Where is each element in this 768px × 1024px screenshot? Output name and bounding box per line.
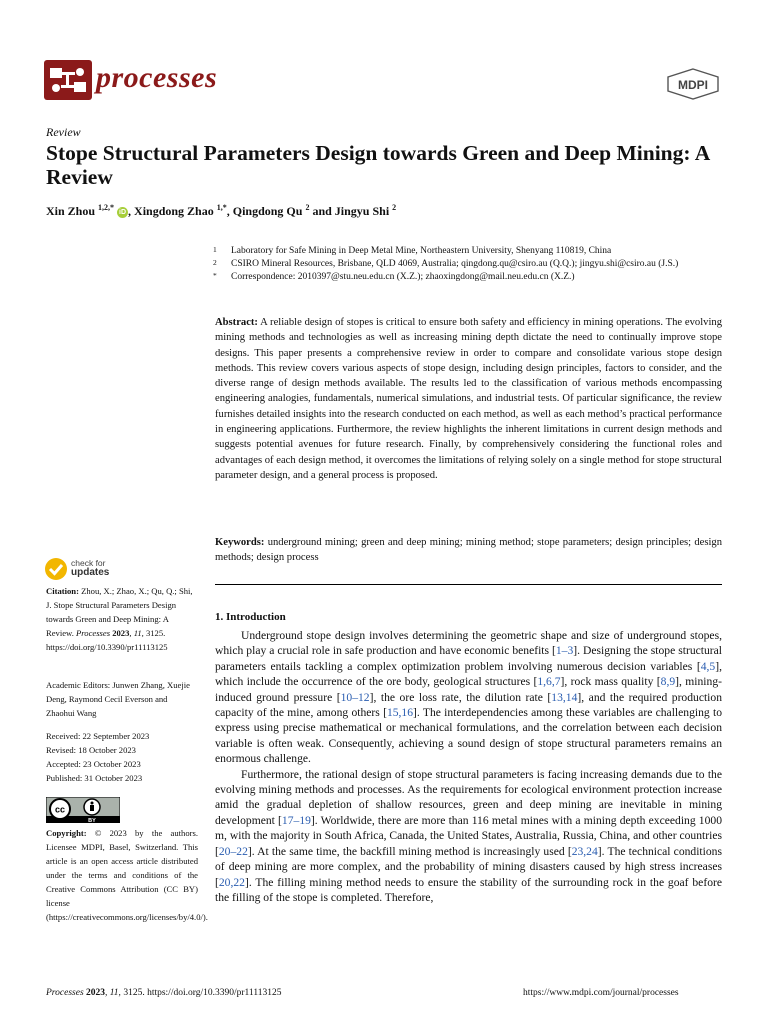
cc-by-license-icon[interactable] <box>46 797 120 823</box>
footer-journal-url[interactable]: https://www.mdpi.com/journal/processes <box>523 988 679 998</box>
citation-link[interactable]: 1,6,7 <box>537 675 561 689</box>
publication-dates <box>46 729 198 785</box>
author-name: Qingdong Qu <box>232 204 303 218</box>
citation-link[interactable]: 20–22 <box>218 844 248 858</box>
affiliations <box>213 245 723 284</box>
author-affiliation-mark: 1,* <box>216 203 227 212</box>
received-date: Received: 22 September 2023 <box>46 731 150 741</box>
accepted-date: Accepted: 23 October 2023 <box>46 759 141 769</box>
svg-text:BY: BY <box>88 818 96 823</box>
paragraph: Furthermore, the rational design of stope structural parameters is facing increasing demands due to the evolving mining methods and processes. As the requirements for ecological environment protection increase amid the gradual depletion of shallow resources, green and deep mining are inevitable in mining development [17–19]. Worldwide, there are more than 116 metal mines with a mining depth exceeding 1000 m, with the majority in South Africa, Canada, the United States, Australia, Russia, China, and other countries [20–22]. At the same time, the backfill mining method is increasingly used [23,24]. The technical conditions of deep mining are more complex, and the probability of mining disasters caused by high stress increases [20,22]. The filling mining method needs to ensure the stability of the surrounding rock in the goaf before the filling of the stope is completed. Therefore, <box>215 767 722 904</box>
keywords-label: Keywords: <box>215 537 265 548</box>
abstract-label: Abstract: <box>215 317 258 328</box>
check-for-updates-icon <box>44 557 68 581</box>
keywords <box>215 535 722 566</box>
citation-link[interactable]: 10–12 <box>340 690 370 704</box>
article-type: Review <box>46 125 81 139</box>
article-title: Stope Structural Parameters Design towards Green and Deep Mining: A Review <box>46 141 710 189</box>
abstract <box>215 315 722 483</box>
author-name: Jingyu Shi <box>334 204 390 218</box>
author-affiliation-mark: 1,2,* <box>98 203 115 212</box>
copyright-notice: Copyright: © 2023 by the authors. Licensee MDPI, Basel, Switzerland. This article is an open access article distributed under the terms and conditions of the Creative Commons Attribution (CC BY) license (https://creativecommons.org/licenses/by/4.0/). <box>46 828 208 922</box>
journal-logo-icon <box>44 60 92 100</box>
published-date: Published: 31 October 2023 <box>46 773 143 783</box>
correspondence: * Correspondence: 2010397@stu.neu.edu.cn (X.Z.); zhaoxingdong@mail.neu.edu.cn (X.Z.) <box>213 271 575 282</box>
abstract-text: A reliable design of stopes is critical to ensure both safety and efficiency in mining operations. The evolving mining methods and technologies as well as increasing mining depth dictate the need to continually improve stope designs. This paper presents a comprehensive review in order to compare and consolidate various stope design methods. This review covers various aspects of stope design, including design principles, factors to consider, and the diverse range of design methods available. The results led to the classification of various methods encompassing engineering analogies, fundamentals, numerical simulations, and industrial tests. Of particular significance, the review furnishes detailed insights into the research conducted on each method, as well as each method’s practical performance in engineering applications. Furthermore, the review highlights the inherent limitations in current design methods and suggests potential avenues for future research. Finally, by comprehensively considering the functional roles and advantages of each design method, it overcomes the limitations of relying solely on a single method for stope structural parameter design, and a general process is proposed. <box>215 317 722 481</box>
author-affiliation-mark: 2 <box>305 203 310 212</box>
section-heading-introduction: 1. Introduction <box>215 611 286 623</box>
introduction-body <box>215 628 722 905</box>
citation-link[interactable]: 1–3 <box>555 644 574 658</box>
paragraph: Underground stope design involves determining the geometric shape and size of underground stopes, which play a crucial role in safe production and have economic benefits [1–3]. Designing the stope structural parameters entails tackling a complex optimization problem involving numerous decision variables [4,5], which include the occurrence of the ore body, geological structures [1,6,7], rock mass quality [8,9], mining-induced ground pressure [10–12], the ore loss rate, the dilution rate [13,14], and the required production capacity of the mine, among others [15,16]. The interdependencies among these variables are challenging to express using precise mathematical or mechanical formulations, and the correlation between each decision variable is often weak. Consequently, achieving a sound design of stope structural parameters remains an enormous challenge. <box>215 629 723 766</box>
citation-link[interactable]: 20,22 <box>218 875 245 889</box>
author-affiliation-mark: 2 <box>392 203 397 212</box>
orcid-icon[interactable]: iD <box>119 208 127 216</box>
section-divider <box>215 584 722 585</box>
citation-link[interactable]: 8,9 <box>660 675 676 689</box>
citation-link[interactable]: 15,16 <box>386 706 414 720</box>
author-name: Xin Zhou <box>46 204 96 218</box>
author-name: Xingdong Zhao <box>134 204 214 218</box>
check-for-updates-button[interactable]: check for updates <box>44 557 164 581</box>
journal-name: processes <box>96 61 218 94</box>
svg-text:cc: cc <box>54 804 66 815</box>
affiliation-item: 1 Laboratory for Safe Mining in Deep Metal Mine, Northeastern University, Shenyang 110819, China <box>213 245 612 256</box>
citation: Citation: Zhou, X.; Zhao, X.; Qu, Q.; Shi, J. Stope Structural Parameters Design towards Green and Deep Mining: A Review. Processes 2023, 11, 3125. https://doi.org/10.3390/pr11113125 <box>46 586 193 652</box>
mdpi-logo-icon <box>666 68 720 100</box>
author-list: Xin Zhou $^{1,2,*}$ iD , Xingdong Zhao $^{1,*}$, Qingdong Qu $^2$ and Jingyu Shi $^2$ <box>46 203 397 218</box>
keywords-text: underground mining; green and deep mining; mining method; stope parameters; design principles; design methods; design process <box>215 537 722 564</box>
revised-date: Revised: 18 October 2023 <box>46 745 136 755</box>
academic-editors: Academic Editors: Junwen Zhang, Xuejie Deng, Raymond Cecil Everson and Zhaohui Wang <box>46 680 190 718</box>
citation-link[interactable]: 17–19 <box>281 813 311 827</box>
citation-link[interactable]: 13,14 <box>551 690 578 704</box>
citation-link[interactable]: 4,5 <box>700 659 716 673</box>
footer-citation: Processes 2023, 11, 3125. https://doi.org/10.3390/pr11113125 <box>46 988 282 998</box>
mdpi-logo-text: MDPI <box>678 78 708 92</box>
affiliation-item: 2 CSIRO Mineral Resources, Brisbane, QLD 4069, Australia; qingdong.qu@csiro.au (Q.Q.); jingyu.shi@csiro.au (J.S.) <box>213 258 679 269</box>
citation-link[interactable]: 23,24 <box>571 844 598 858</box>
